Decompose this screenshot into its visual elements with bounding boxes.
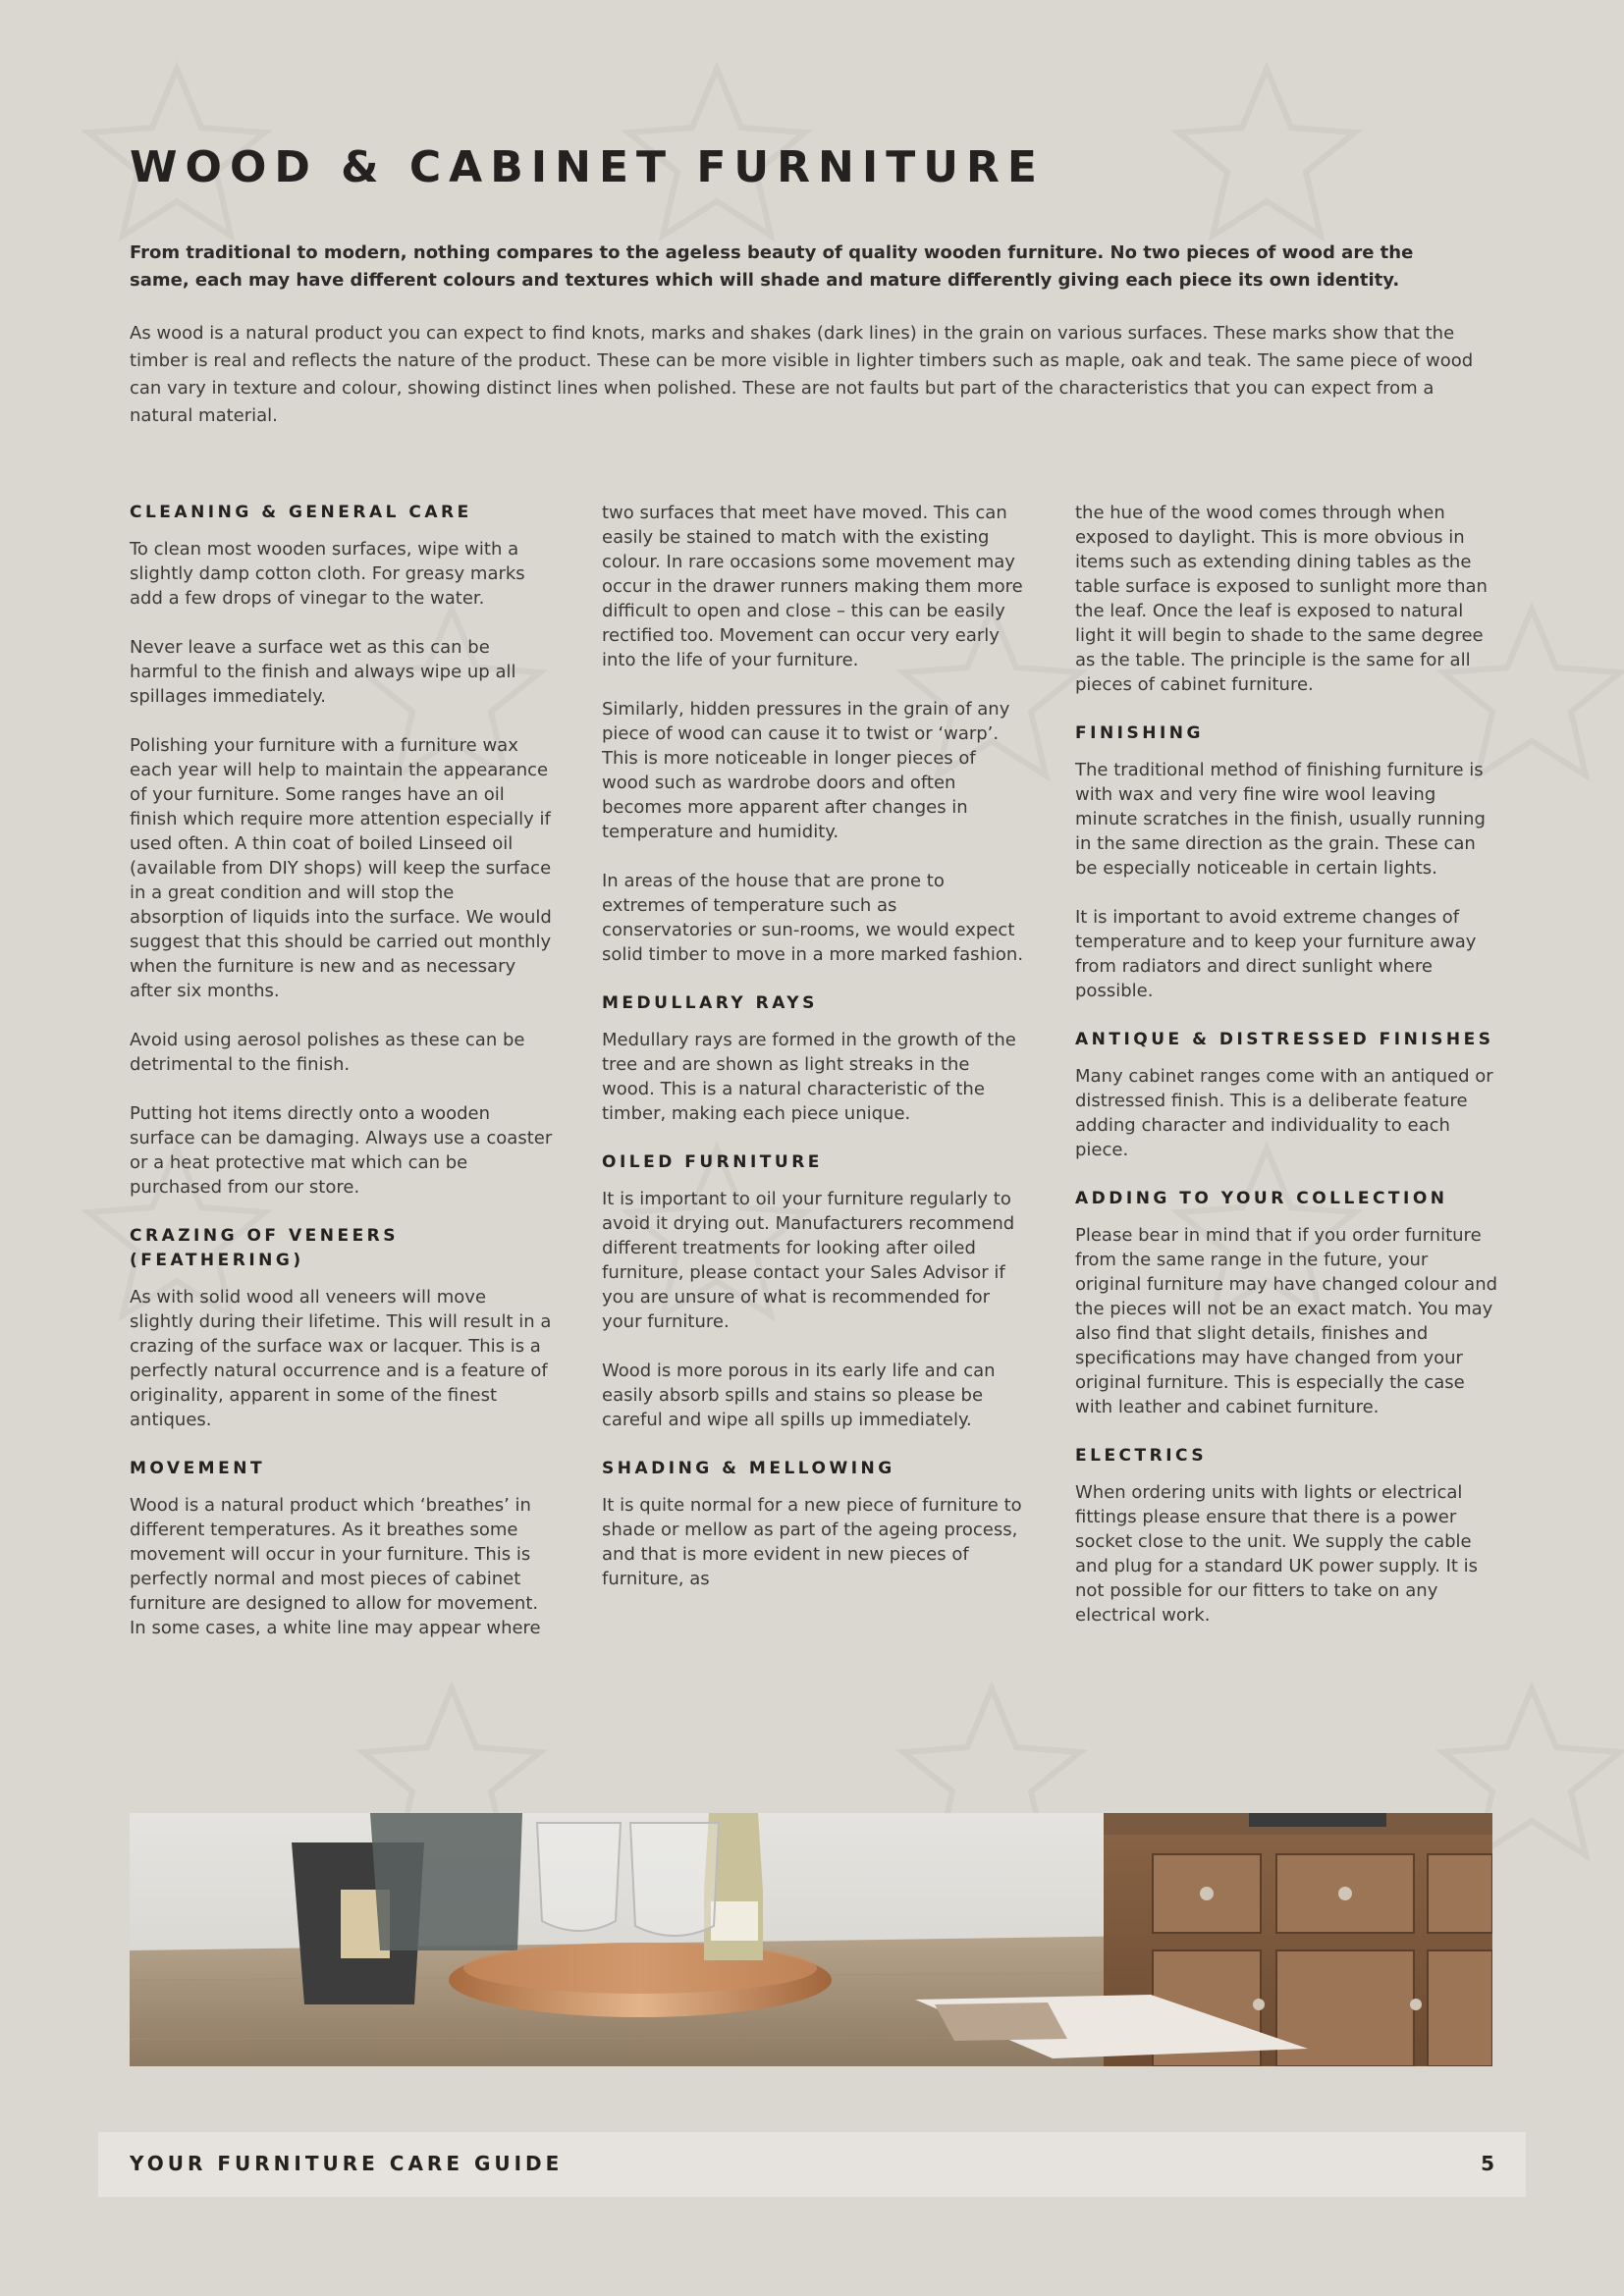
paragraph: Putting hot items directly onto a wooden surface can be damaging. Always use a coaster or a heat protective mat which can be purchased from our store. bbox=[130, 1103, 553, 1198]
column-3 bbox=[1075, 501, 1499, 1652]
paragraph: Avoid using aerosol polishes as these can be detrimental to the finish. bbox=[130, 1030, 525, 1075]
section-heading-finishing: FINISHING bbox=[1075, 723, 1204, 743]
section-heading-movement: MOVEMENT bbox=[130, 1459, 266, 1478]
lead-paragraph: From traditional to modern, nothing compares to the ageless beauty of quality wooden furniture. No two pieces of wood are the same, each may have different colours and textures which will shade and mature differently giving each piece its own identity. bbox=[130, 242, 1414, 291]
section-heading-electrics: ELECTRICS bbox=[1075, 1446, 1208, 1466]
paragraph: Wood is a natural product which ‘breathes’ in different temperatures. As it breathes some movement will occur in your furniture. This is perfectly normal and most pieces of cabinet furniture are designed to allow for movement. In some cases, a white line may appear where bbox=[130, 1495, 541, 1638]
paragraph: It is important to oil your furniture regularly to avoid it drying out. Manufacturers recommend different treatments for looking after oiled furniture, please contact your Sales Advisor if you are unsure of what is recommended for your furniture. bbox=[602, 1189, 1015, 1332]
section-heading-collection: ADDING TO YOUR COLLECTION bbox=[1075, 1189, 1448, 1208]
paragraph: Please bear in mind that if you order furniture from the same range in the future, your original furniture may have changed colour and the pieces will not be an exact match. You may also find that slight details, finishes and specifications may have changed from your original furniture. This is especially the case with leather and cabinet furniture. bbox=[1075, 1225, 1498, 1417]
furniture-photo-image bbox=[130, 1813, 1492, 2066]
paragraph: It is quite normal for a new piece of furniture to shade or mellow as part of the ageing process, and that is more evident in new pieces of furniture, as bbox=[602, 1495, 1022, 1589]
paragraph: To clean most wooden surfaces, wipe with a slightly damp cotton cloth. For greasy marks add a few drops of vinegar to the water. bbox=[130, 539, 525, 609]
paragraph: When ordering units with lights or electrical fittings please ensure that there is a power socket close to the unit. We supply the cable and plug for a standard UK power supply. It is not possible for our fitters to take on any electrical work. bbox=[1075, 1482, 1479, 1626]
paragraph: As with solid wood all veneers will move slightly during their lifetime. This will result in a crazing of the surface wax or lacquer. This is a perfectly natural occurrence and is a feature of originality, apparent in some of the finest antiques. bbox=[130, 1287, 552, 1430]
vase bbox=[370, 1813, 522, 1950]
paragraph: In areas of the house that are prone to extremes of temperature such as conservatories or sun-rooms, we would expect solid timber to move in a more marked fashion. bbox=[602, 871, 1024, 965]
section-heading-medullary: MEDULLARY RAYS bbox=[602, 993, 818, 1013]
paragraph: Wood is more porous in its early life and can easily absorb spills and stains so please be careful and wipe all spills up immediately. bbox=[602, 1361, 996, 1430]
paragraph: Many cabinet ranges come with an antiqued or distressed finish. This is a deliberate feature adding character and individuality to each piece. bbox=[1075, 1066, 1493, 1160]
wine-glass bbox=[630, 1823, 719, 1936]
wine-glass bbox=[537, 1823, 621, 1931]
page-title: WOOD & CABINET FURNITURE bbox=[130, 142, 1045, 192]
paragraph: the hue of the wood comes through when exposed to daylight. This is more obvious in items such as extending dining tables as the table surface is exposed to sunlight more than the leaf. Once the leaf is exposed to natural light it will begin to shade to the same degree as the table. The principle is the same for all pieces of cabinet furniture. bbox=[1075, 503, 1488, 695]
paragraph: Polishing your furniture with a furniture wax each year will help to maintain the appearance of your furniture. Some ranges have an oil finish which require more attention especially if used often. A thin coat of boiled Linseed oil (available from DIY shops) will keep the surface in a great condition and will stop the absorption of liquids into the surface. We would suggest that this should be carried out monthly when the furniture is new and as necessary after six months. bbox=[130, 735, 552, 1001]
paragraph: Never leave a surface wet as this can be harmful to the finish and always wipe up all spillages immediately. bbox=[130, 637, 516, 707]
paragraph: Similarly, hidden pressures in the grain of any piece of wood can cause it to twist or ‘warp’. This is more noticeable in longer pieces of wood such as wardrobe doors and often becomes more apparent after changes in temperature and humidity. bbox=[602, 699, 1010, 842]
column-1 bbox=[130, 501, 554, 1665]
section-heading-shading: SHADING & MELLOWING bbox=[602, 1459, 895, 1478]
paragraph: The traditional method of finishing furniture is with wax and very fine wire wool leaving minute scratches in the finish, usually running in the same direction as the grain. These can be especially noticeable in certain lights. bbox=[1075, 760, 1486, 879]
section-heading-cleaning: CLEANING & GENERAL CARE bbox=[130, 503, 472, 522]
furniture-photo bbox=[130, 1813, 1492, 2066]
footer bbox=[98, 2132, 1526, 2197]
paragraph: two surfaces that meet have moved. This can easily be stained to match with the existing colour. In rare occasions some movement may occur in the drawer runners making them more difficult to open and close – this can be easily rectified too. Movement can occur very early into the life of your furniture. bbox=[602, 503, 1023, 670]
watermark-star-icon bbox=[1178, 69, 1355, 236]
section-heading-oiled: OILED FURNITURE bbox=[602, 1152, 823, 1172]
page-number: 5 bbox=[1481, 2152, 1494, 2175]
paragraph: It is important to avoid extreme changes of temperature and to keep your furniture away from radiators and direct sunlight where possible. bbox=[1075, 907, 1477, 1001]
books bbox=[1249, 1813, 1386, 1827]
column-2 bbox=[602, 501, 1026, 1616]
section-heading-crazing: CRAZING OF VENEERS (FEATHERING) bbox=[130, 1226, 400, 1270]
intro-paragraph: As wood is a natural product you can expect to find knots, marks and shakes (dark lines) in the grain on various surfaces. These marks show that the timber is real and reflects the nature of the product. These can be more visible in lighter timbers such as maple, oak and teak. The same piece of wood can vary in texture and colour, showing distinct lines when polished. These are not faults but part of the characteristics that you can expect from a natural material. bbox=[130, 323, 1474, 426]
section-heading-antique: ANTIQUE & DISTRESSED FINISHES bbox=[1075, 1030, 1494, 1049]
footer-title: YOUR FURNITURE CARE GUIDE bbox=[130, 2152, 564, 2175]
paragraph: Medullary rays are formed in the growth of the tree and are shown as light streaks in the wood. This is a natural characteristic of the timber, making each piece unique. bbox=[602, 1030, 1016, 1124]
